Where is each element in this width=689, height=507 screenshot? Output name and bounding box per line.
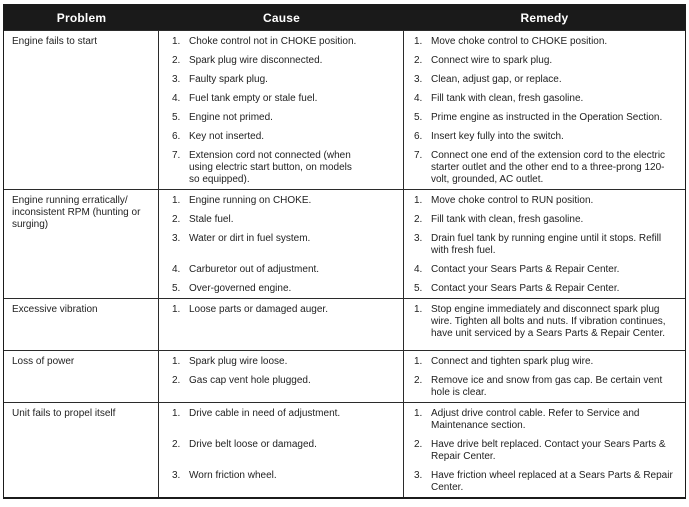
remedy-item: [403, 283, 685, 295]
remedy-text: Have drive belt replaced. Contact your Sears Parts & Repair Center.: [431, 439, 666, 462]
remedy-text: Adjust drive control cable. Refer to Service and Maintenance section.: [431, 408, 640, 431]
table-row-engine-fails-to-start: [4, 30, 685, 189]
item-number: 1.: [172, 356, 181, 367]
remedy-text: Drain fuel tank by running engine until it stops. Refill with fresh fuel.: [431, 233, 662, 256]
problem-cell: Engine running erratically/​inconsistent RPM (hunting or surging): [4, 190, 159, 298]
cause-item: [159, 93, 403, 105]
item-number: 2.: [414, 214, 423, 225]
cause-item: [159, 233, 403, 257]
remedy-text: Have friction wheel replaced at a Sears Parts & Repair Center.: [431, 470, 673, 493]
cause-text: Drive cable in need of adjustment.: [189, 408, 341, 419]
remedy-item: [403, 55, 685, 67]
remedy-item: [403, 264, 685, 276]
item-number: 2.: [172, 439, 181, 450]
item-number: 7.: [172, 150, 181, 161]
troubleshooting-table: [3, 4, 686, 499]
cause-item: [159, 150, 403, 186]
item-number: 5.: [172, 112, 181, 123]
remedy-text: Connect and tighten spark plug wire.: [431, 356, 594, 367]
remedy-item: [403, 356, 685, 368]
column-header-cause: Cause: [262, 10, 301, 25]
cause-text: Stale fuel.: [189, 214, 234, 225]
item-number: 3.: [414, 233, 423, 244]
item-number: 6.: [172, 131, 181, 142]
item-number: 1.: [414, 408, 423, 419]
cause-remedy-pairs: [159, 299, 685, 350]
item-number: 2.: [414, 55, 423, 66]
cause-remedy-pairs: [159, 31, 685, 189]
item-number: 3.: [172, 233, 181, 244]
cause-text: Spark plug wire disconnected.: [189, 55, 323, 66]
item-number: 1.: [172, 195, 181, 206]
remedy-text: Contact your Sears Parts & Repair Center.: [431, 264, 620, 275]
table-row-excessive-vibration: [4, 298, 685, 350]
problem-cell: Excessive vibration: [4, 299, 159, 350]
remedy-item: [403, 195, 685, 207]
cause-item: [159, 112, 403, 124]
cause-item: [159, 36, 403, 48]
remedy-item: [403, 375, 685, 399]
item-number: 5.: [172, 283, 181, 294]
remedy-text: Connect one end of the extension cord to the electric starter outlet and the other end to a three-prong 120-volt, grounded, AC outlet.: [431, 150, 666, 185]
item-number: 5.: [414, 112, 423, 123]
cause-text: Engine running on CHOKE.: [189, 195, 312, 206]
item-number: 1.: [172, 304, 181, 315]
table-row-unit-fails-to-propel: [4, 402, 685, 497]
cause-item: [159, 74, 403, 86]
cause-item: [159, 356, 403, 368]
item-number: 5.: [414, 283, 423, 294]
cause-item: [159, 264, 403, 276]
cause-item: [159, 470, 403, 494]
remedy-text: Connect wire to spark plug.: [431, 55, 553, 66]
table-header-row: [4, 5, 685, 30]
remedy-item: [403, 470, 685, 494]
table-row-engine-running-erratically: [4, 189, 685, 298]
cause-item: [159, 408, 403, 432]
remedy-item: [403, 304, 685, 340]
cause-text: Extension cord not connected (when using electric start button, on models so equipped).: [189, 150, 352, 185]
cause-text: Spark plug wire loose.: [189, 356, 288, 367]
cause-item: [159, 283, 403, 295]
item-number: 4.: [172, 264, 181, 275]
item-number: 3.: [172, 470, 181, 481]
item-number: 7.: [414, 150, 423, 161]
remedy-item: [403, 408, 685, 432]
remedy-item: [403, 131, 685, 143]
cause-item: [159, 375, 403, 399]
cause-text: Engine not primed.: [189, 112, 273, 123]
cause-item: [159, 214, 403, 226]
remedy-item: [403, 112, 685, 124]
item-number: 4.: [172, 93, 181, 104]
cause-text: Water or dirt in fuel system.: [189, 233, 311, 244]
item-number: 2.: [414, 439, 423, 450]
problem-cell: Engine fails to start: [4, 31, 159, 189]
item-number: 3.: [172, 74, 181, 85]
item-number: 1.: [414, 36, 423, 47]
remedy-item: [403, 439, 685, 463]
cause-text: Faulty spark plug.: [189, 74, 268, 85]
remedy-text: Stop engine immediately and disconnect spark plug wire. Tighten all bolts and nuts. If vibration continues, have unit serviced by a Sears Parts & Repair Center.: [431, 304, 666, 339]
remedy-item: [403, 74, 685, 86]
item-number: 1.: [414, 356, 423, 367]
cause-text: Worn friction wheel.: [189, 470, 277, 481]
cause-remedy-pairs: [159, 403, 685, 497]
remedy-text: Contact your Sears Parts & Repair Center.: [431, 283, 620, 294]
cause-text: Loose parts or damaged auger.: [189, 304, 328, 315]
remedy-text: Move choke control to CHOKE position.: [431, 36, 608, 47]
remedy-item: [403, 36, 685, 48]
table-row-loss-of-power: [4, 350, 685, 402]
cause-text: Carburetor out of adjustment.: [189, 264, 320, 275]
remedy-item: [403, 93, 685, 105]
remedy-text: Move choke control to RUN position.: [431, 195, 594, 206]
cause-item: [159, 131, 403, 143]
item-number: 1.: [414, 195, 423, 206]
cause-item: [159, 195, 403, 207]
item-number: 2.: [172, 55, 181, 66]
cause-text: Gas cap vent hole plugged.: [189, 375, 311, 386]
remedy-text: Fill tank with clean, fresh gasoline.: [431, 93, 584, 104]
item-number: 2.: [414, 375, 423, 386]
item-number: 1.: [414, 304, 423, 315]
cause-remedy-pairs: [159, 351, 685, 402]
cause-item: [159, 439, 403, 463]
cause-text: Key not inserted.: [189, 131, 265, 142]
item-number: 1.: [172, 36, 181, 47]
cause-item: [159, 304, 403, 340]
cause-text: Fuel tank empty or stale fuel.: [189, 93, 318, 104]
remedy-text: Clean, adjust gap, or replace.: [431, 74, 562, 85]
problem-cell: Unit fails to propel itself: [4, 403, 159, 497]
item-number: 1.: [172, 408, 181, 419]
item-number: 4.: [414, 93, 423, 104]
remedy-item: [403, 233, 685, 257]
remedy-text: Insert key fully into the switch.: [431, 131, 564, 142]
cause-text: Choke control not in CHOKE position.: [189, 36, 357, 47]
remedy-item: [403, 150, 685, 186]
item-number: 6.: [414, 131, 423, 142]
cause-remedy-pairs: [159, 190, 685, 298]
item-number: 2.: [172, 214, 181, 225]
remedy-text: Remove ice and snow from gas cap. Be certain vent hole is clear.: [431, 375, 663, 398]
cause-text: Drive belt loose or damaged.: [189, 439, 317, 450]
item-number: 2.: [172, 375, 181, 386]
item-number: 4.: [414, 264, 423, 275]
remedy-item: [403, 214, 685, 226]
cause-item: [159, 55, 403, 67]
cause-text: Over-governed engine.: [189, 283, 292, 294]
column-header-remedy: Remedy: [520, 10, 569, 25]
item-number: 3.: [414, 74, 423, 85]
problem-cell: Loss of power: [4, 351, 159, 402]
column-header-problem: Problem: [56, 10, 107, 25]
remedy-text: Fill tank with clean, fresh gasoline.: [431, 214, 584, 225]
item-number: 3.: [414, 470, 423, 481]
remedy-text: Prime engine as instructed in the Operation Section.: [431, 112, 663, 123]
